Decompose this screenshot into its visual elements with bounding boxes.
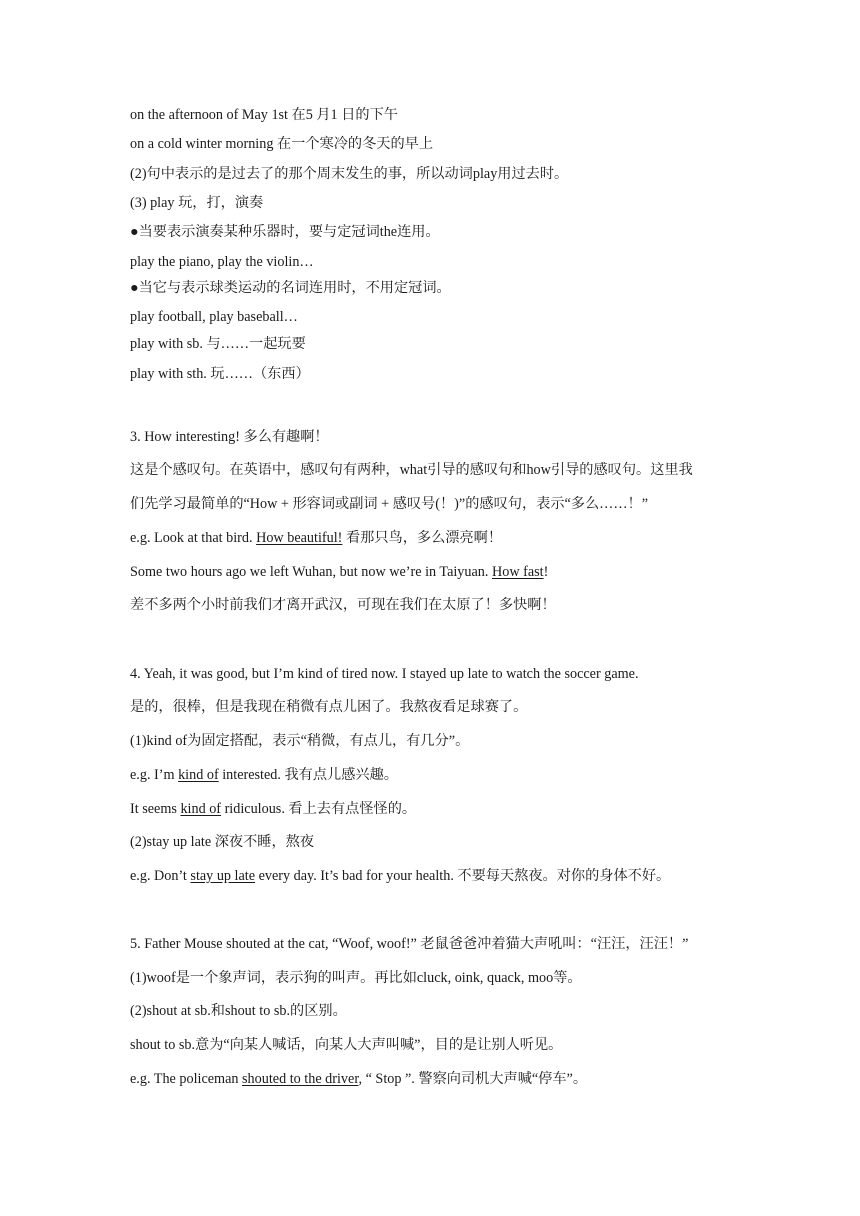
text-line: (3) play 玩，打，演奏	[130, 195, 264, 211]
underlined-phrase: shouted to the driver	[242, 1071, 359, 1087]
text-line: play with sb. 与……一起玩要	[130, 336, 306, 352]
example-line: It seems kind of ridiculous. 看上去有点怪怪的。	[130, 801, 417, 817]
text-line: on the afternoon of May 1st 在5 月1 日的下午	[130, 107, 398, 123]
section-heading: 3. How interesting! 多么有趣啊！	[130, 429, 329, 445]
text-line: (2)shout at sb.和shout to sb.的区别。	[130, 1003, 347, 1019]
text-line: 差不多两个小时前我们才离开武汉，可现在我们在太原了！多快啊！	[130, 597, 556, 613]
example-line: e.g. I’m kind of interested. 我有点儿感兴趣。	[130, 767, 398, 783]
section-heading: 5. Father Mouse shouted at the cat, “Woof, woof!” 老鼠爸爸冲着猫大声吼叫：“汪汪，汪汪！”	[130, 936, 689, 952]
text-line: play with sth. 玩……（东西）	[130, 366, 310, 382]
text-line: 们先学习最简单的“How + 形容词或副词 + 感叹号(！)”的感叹句，表示“多么……！”	[130, 496, 649, 512]
text-line: play the piano, play the violin…	[130, 254, 314, 270]
text-line: (1)woof是一个象声词，表示狗的叫声。再比如cluck, oink, quack, moo等。	[130, 970, 582, 986]
section-heading: 4. Yeah, it was good, but I’m kind of tired now. I stayed up late to watch the soccer game.	[130, 666, 639, 682]
underlined-phrase: How fast	[491, 564, 544, 580]
text-line: (2)句中表示的是过去了的那个周末发生的事，所以动词play用过去时。	[130, 166, 569, 182]
text-line: (2)stay up late 深夜不睡，熬夜	[130, 834, 315, 850]
example-line: e.g. The policeman shouted to the driver, “ Stop ”. 警察向司机大声喊“停车”。	[130, 1071, 588, 1087]
example-line: Some two hours ago we left Wuhan, but now we’re in Taiyuan. How fast!	[130, 564, 549, 580]
text-line: 这是个感叹句。在英语中，感叹句有两种，what引导的感叹句和how引导的感叹句。这里我	[130, 462, 693, 478]
text-line: play football, play baseball…	[130, 309, 298, 325]
underlined-phrase: How beautiful!	[256, 530, 343, 546]
underlined-phrase: kind of	[180, 801, 222, 817]
example-line: e.g. Don’t stay up late every day. It’s bad for your health. 不要每天熬夜。对你的身体不好。	[130, 868, 671, 884]
underlined-phrase: stay up late	[190, 868, 256, 884]
text-line: shout to sb.意为“向某人喊话，向某人大声叫喊”，目的是让别人听见。	[130, 1037, 563, 1053]
text-line: (1)kind of为固定搭配，表示“稍微，有点儿，有几分”。	[130, 733, 470, 749]
example-line: e.g. Look at that bird. How beautiful! 看那只鸟，多么漂亮啊！	[130, 530, 503, 546]
bullet-note: ●当它与表示球类运动的名词连用时，不用定冠词。	[130, 280, 451, 296]
bullet-note: ●当要表示演奏某种乐器时，要与定冠词the连用。	[130, 224, 440, 240]
text-line: 是的，很棒，但是我现在稍微有点儿困了。我熬夜看足球赛了。	[130, 699, 528, 715]
text-line: on a cold winter morning 在一个寒冷的冬天的早上	[130, 136, 434, 152]
underlined-phrase: kind of	[178, 767, 219, 783]
